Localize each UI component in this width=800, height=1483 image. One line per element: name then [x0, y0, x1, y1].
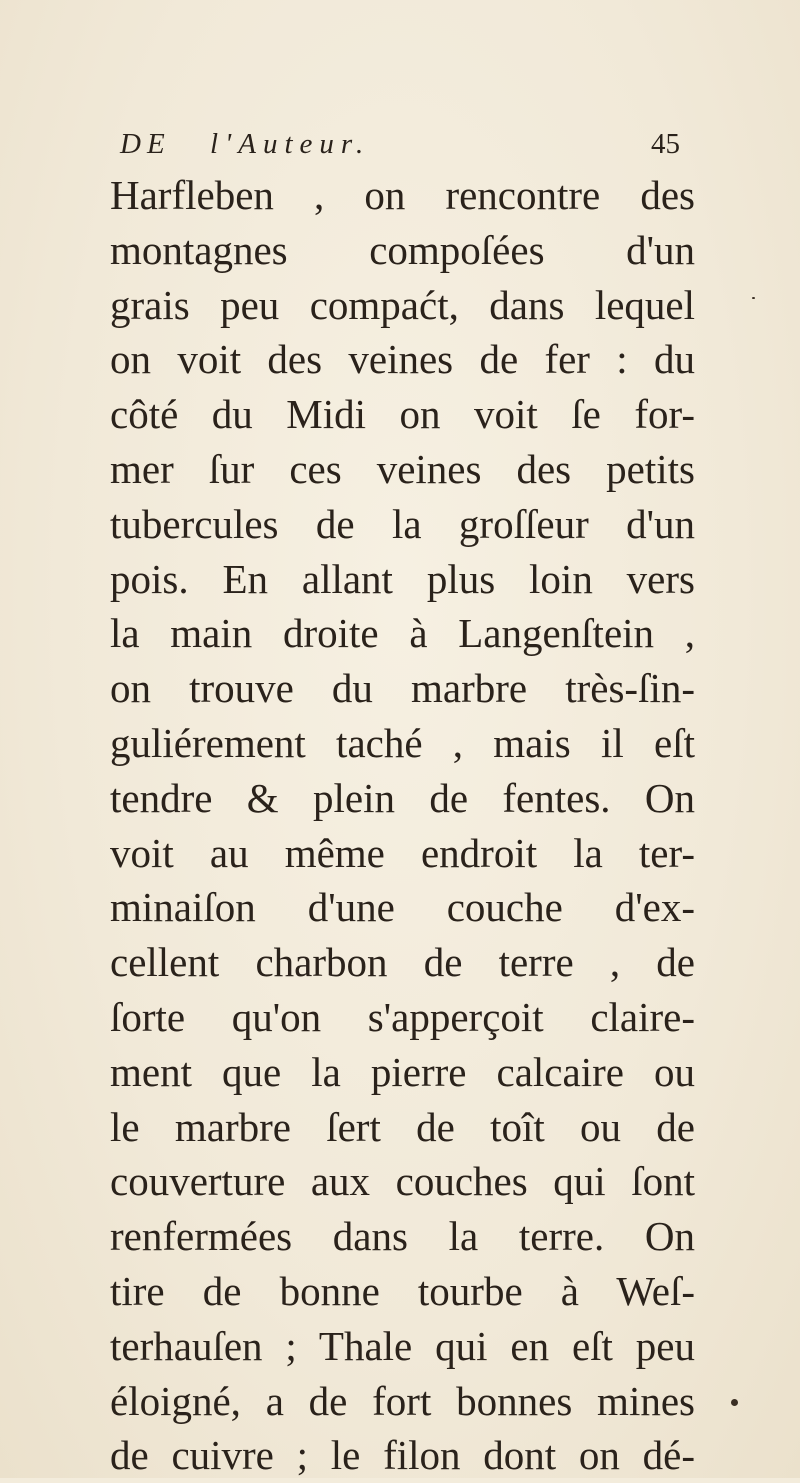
paper-speck	[752, 297, 755, 299]
text-line: de cuivre ; le filon dont on dé-	[110, 1432, 695, 1479]
text-line: tire de bonne tourbe à Weſ-	[110, 1267, 695, 1314]
running-head-title: l'Auteur.	[210, 128, 371, 160]
text-line: terhauſen ; Thale qui en eſt peu	[110, 1322, 695, 1369]
text-line: voit au même endroit la ter-	[110, 829, 695, 876]
text-line: on voit des veines de fer : du	[110, 336, 695, 383]
text-line: montagnes compoſées d'un	[110, 226, 695, 273]
text-line: couverture aux couches qui ſont	[110, 1158, 695, 1205]
text-line: tubercules de la groſſeur d'un	[110, 500, 695, 547]
text-line: guliérement taché , mais il eſt	[110, 719, 695, 766]
text-line: ment que la pierre calcaire ou	[110, 1048, 695, 1095]
text-line: pois. En allant plus loin vers	[110, 555, 695, 602]
text-line: Harfleben , on rencontre des	[110, 172, 695, 218]
text-line: éloigné, a de fort bonnes mines	[110, 1377, 695, 1424]
running-head	[120, 128, 680, 168]
page-number: 45	[651, 128, 680, 160]
running-head-left: DE	[120, 128, 171, 160]
paper-speck	[731, 1399, 738, 1406]
text-line: côté du Midi on voit ſe for-	[110, 391, 695, 438]
text-line: renfermées dans la terre. On	[110, 1213, 695, 1260]
text-line: le marbre ſert de toît ou de	[110, 1103, 695, 1150]
text-line: cellent charbon de terre , de	[110, 939, 695, 986]
text-line: grais peu compaćt, dans lequel	[110, 281, 695, 328]
text-line: minaiſon d'une couche d'ex-	[110, 884, 695, 931]
text-line: tendre & plein de fentes. On	[110, 774, 695, 821]
text-line: mer ſur ces veines des petits	[110, 445, 695, 492]
text-line: on trouve du marbre très-ſin-	[110, 665, 695, 712]
text-line: la main droite à Langenſtein ,	[110, 610, 695, 657]
body-text	[110, 168, 695, 1483]
text-line: ſorte qu'on s'apperçoit claire-	[110, 993, 695, 1040]
